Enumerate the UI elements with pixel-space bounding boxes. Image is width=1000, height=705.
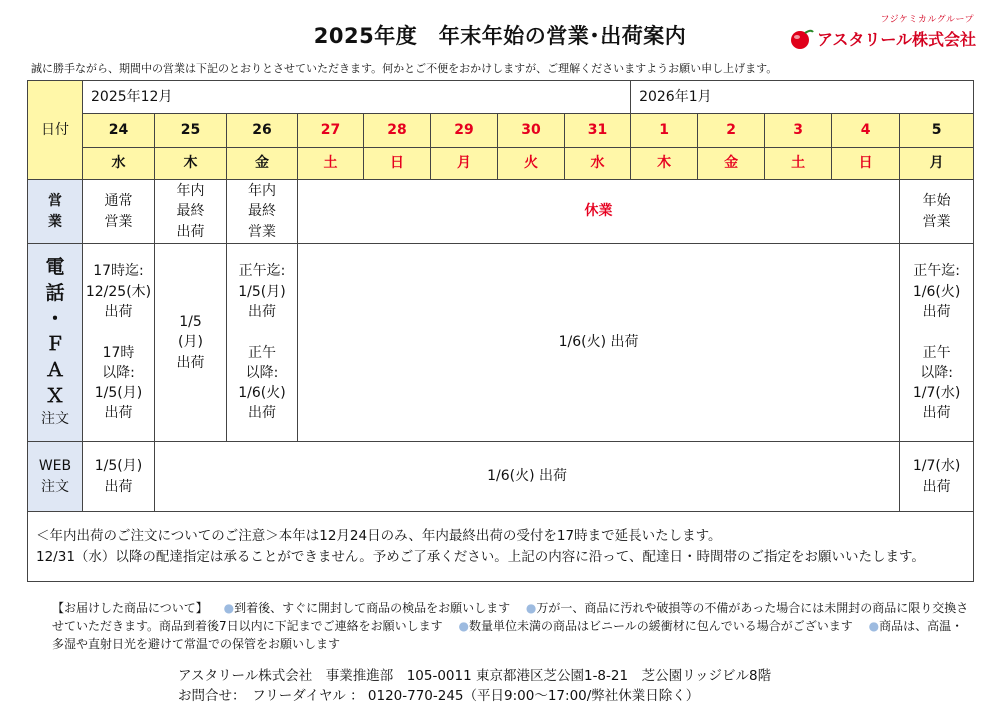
business-cell: 年内 最終 出荷 xyxy=(155,180,227,244)
bullet-icon: ● xyxy=(513,601,537,615)
date-cell: 30 xyxy=(498,114,565,148)
date-cell: 26 xyxy=(227,114,298,148)
weekday-cell: 水 xyxy=(565,148,631,180)
weekday-cell: 木 xyxy=(631,148,698,180)
date-cell: 2 xyxy=(698,114,765,148)
weekday-cell: 水 xyxy=(83,148,155,180)
weekday-cell: 金 xyxy=(227,148,298,180)
bullet-icon: ● xyxy=(856,619,880,633)
intro-text: 誠に勝手ながら、期間中の営業は下記のとおりとさせていただきます。何かとご不便をおかけしますが、ご理解くださいますようお願い申し上げます。 xyxy=(31,62,778,75)
phonefax-cell: 17時迄: 12/25(木) 出荷 17時 以降: 1/5(月) 出荷 xyxy=(83,244,155,442)
phonefax-middle-cell: 1/6(火) 出荷 xyxy=(298,244,900,442)
phonefax-row-label xyxy=(28,244,83,442)
date-label: 日付 xyxy=(28,81,83,180)
delivery-notes xyxy=(52,599,972,653)
shipping-note: ＜年内出荷のご注文についてのご注意＞本年は12月24日のみ、年内最終出荷の受付を17時まで延長いたします。 12/31（水）以降の配達指定は承ることができません。予めご了承ください。上記の内容に沿って、配達日・時間帯のご指定をお願いいたします。 xyxy=(28,512,974,582)
weekday-cell: 土 xyxy=(298,148,364,180)
phonefax-label-main: 電 話 ・ Ｆ Ａ Ｘ xyxy=(45,256,65,407)
business-row-label: 営 業 xyxy=(28,180,83,244)
web-middle-cell: 1/6(火) 出荷 xyxy=(155,442,900,512)
web-row-label: WEB 注文 xyxy=(28,442,83,512)
date-cell: 25 xyxy=(155,114,227,148)
weekday-cell: 木 xyxy=(155,148,227,180)
delivery-item: 到着後、すぐに開封して商品の検品をお願いします xyxy=(234,601,511,615)
weekday-cell: 日 xyxy=(364,148,431,180)
phonefax-cell: 正午迄: 1/5(月) 出荷 正午 以降: 1/6(火) 出荷 xyxy=(227,244,298,442)
date-cell: 27 xyxy=(298,114,364,148)
weekday-cell: 土 xyxy=(765,148,832,180)
date-cell: 1 xyxy=(631,114,698,148)
bullet-icon: ● xyxy=(211,601,235,615)
month-2026: 2026年1月 xyxy=(631,81,974,114)
logo-tagline: フジケミカルグループ xyxy=(880,15,974,25)
delivery-item: 商品は、高温・多湿や直射日光を避けて常温での保管をお願いします xyxy=(52,619,964,651)
date-cell: 5 xyxy=(900,114,974,148)
phonefax-cell: 1/5 (月) 出荷 xyxy=(155,244,227,442)
weekday-cell: 月 xyxy=(900,148,974,180)
footer-company: アスタリール株式会社 事業推進部 105-0011 東京都港区芝公園1-8-21 芝公園リッジビル8階 xyxy=(178,668,772,684)
web-cell: 1/7(水) 出荷 xyxy=(900,442,974,512)
business-cell: 年内 最終 営業 xyxy=(227,180,298,244)
date-cell: 29 xyxy=(431,114,498,148)
weekday-cell: 月 xyxy=(431,148,498,180)
logo-company-name: アスタリール株式会社 xyxy=(816,30,976,49)
date-cell: 24 xyxy=(83,114,155,148)
weekday-cell: 金 xyxy=(698,148,765,180)
date-cell: 3 xyxy=(765,114,832,148)
closed-period: 休業 xyxy=(298,180,900,244)
logo-mark-icon xyxy=(788,28,814,50)
delivery-item: 万が一、商品に汚れや破損等の不備があった場合には未開封の商品に限り交換させていただきます。商品到着後7日以内に下記までご連絡をお願いします xyxy=(52,601,969,633)
web-cell: 1/5(月) 出荷 xyxy=(83,442,155,512)
phonefax-cell: 正午迄: 1/6(火) 出荷 正午 以降: 1/7(水) 出荷 xyxy=(900,244,974,442)
company-logo xyxy=(788,12,976,50)
schedule-table xyxy=(27,80,974,582)
weekday-cell: 日 xyxy=(832,148,900,180)
date-cell: 28 xyxy=(364,114,431,148)
delivery-item: 数量単位未満の商品はビニールの緩衝材に包んでいる場合がございます xyxy=(469,619,853,633)
phonefax-label-sub: 注文 xyxy=(41,411,69,428)
month-2025: 2025年12月 xyxy=(83,81,631,114)
bullet-icon: ● xyxy=(446,619,469,633)
footer-contact: お問合せ： フリーダイヤル ： 0120-770-245（平日9:00～17:00/弊社休業日除く） xyxy=(178,688,700,704)
date-cell: 4 xyxy=(832,114,900,148)
business-cell: 年始 営業 xyxy=(900,180,974,244)
delivery-heading: 【お届けした商品について】 xyxy=(52,601,208,615)
page-title: 2025年度 年末年始の営業･出荷案内 xyxy=(313,24,687,48)
weekday-cell: 火 xyxy=(498,148,565,180)
date-cell: 31 xyxy=(565,114,631,148)
business-cell: 通常 営業 xyxy=(83,180,155,244)
